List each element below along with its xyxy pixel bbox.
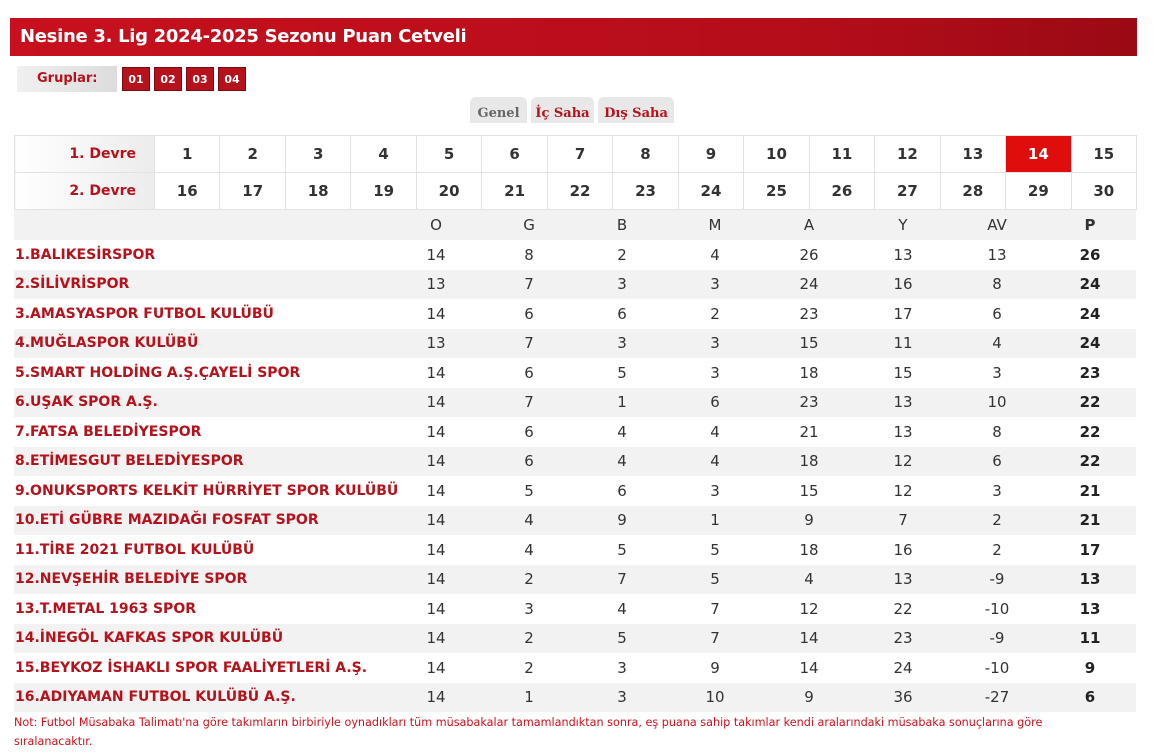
team-name-link[interactable]: 10.ETİ GÜBRE MAZIDAĞI FOSFAT SPOR: [14, 506, 390, 536]
stat-b: 6: [617, 304, 627, 323]
table-row: [14, 476, 1136, 506]
stat-p: 21: [1044, 506, 1136, 536]
stat-b: 5: [576, 624, 668, 654]
stat-m: 7: [668, 624, 762, 654]
first-half-row: [15, 136, 1137, 173]
stat-p: 22: [1079, 422, 1101, 441]
stat-y: 17: [893, 304, 913, 323]
column-header-g: G: [482, 210, 576, 240]
stat-av: 4: [950, 329, 1044, 359]
stat-a: 15: [762, 329, 856, 359]
team-name-link[interactable]: 6.UŞAK SPOR A.Ş.: [14, 388, 390, 418]
stat-o: 14: [426, 422, 446, 441]
stat-g: 8: [524, 245, 534, 264]
column-header-av: AV: [950, 210, 1044, 240]
stat-b: 4: [617, 599, 627, 618]
stat-p: 21: [1079, 481, 1101, 500]
table-header-row: [14, 210, 1136, 240]
group-button-01[interactable]: 01: [122, 67, 150, 91]
stat-g: 2: [482, 624, 576, 654]
stat-o: 14: [426, 245, 446, 264]
stat-g: 6: [482, 447, 576, 477]
stat-y: 13: [893, 245, 913, 264]
stat-g: 1: [482, 683, 576, 713]
stat-p: 11: [1044, 624, 1136, 654]
stat-y: 16: [856, 270, 950, 300]
tab-dis-saha[interactable]: Dış Saha: [598, 97, 674, 123]
stat-o: 14: [426, 658, 446, 677]
week-cell[interactable]: 14: [1006, 136, 1071, 173]
week-cell[interactable]: 5: [416, 136, 481, 173]
stat-g: 4: [482, 506, 576, 536]
table-row: [14, 594, 1136, 624]
week-cell[interactable]: 17: [220, 173, 285, 210]
stat-a: 4: [762, 565, 856, 595]
week-cell[interactable]: 26: [809, 173, 874, 210]
stat-b: 5: [617, 540, 627, 559]
table-row: [14, 299, 1136, 329]
table-row: [14, 653, 1136, 683]
team-column-header: [14, 210, 390, 240]
stat-m: 3: [668, 329, 762, 359]
stat-av: 2: [950, 506, 1044, 536]
team-name-link[interactable]: 15.BEYKOZ İSHAKLI SPOR FAALİYETLERİ A.Ş.: [15, 659, 368, 676]
stat-m: 4: [710, 422, 720, 441]
stat-g: 7: [482, 388, 576, 418]
stat-b: 3: [576, 270, 668, 300]
week-cell[interactable]: 16: [155, 173, 220, 210]
stat-p: 17: [1079, 540, 1101, 559]
stat-p: 23: [1079, 363, 1101, 382]
stat-g: 7: [482, 270, 576, 300]
stat-g: 4: [524, 540, 534, 559]
week-cell[interactable]: 23: [613, 173, 678, 210]
group-button-03[interactable]: 03: [186, 67, 214, 91]
stat-av: -9: [950, 565, 1044, 595]
stat-m: 4: [668, 447, 762, 477]
stat-p: 24: [1044, 270, 1136, 300]
stat-o: 14: [390, 565, 482, 595]
stat-o: 14: [426, 599, 446, 618]
stat-b: 3: [617, 658, 627, 677]
stat-av: 6: [992, 304, 1002, 323]
week-cell[interactable]: 22: [547, 173, 612, 210]
stat-y: 24: [893, 658, 913, 677]
week-cell[interactable]: 18: [285, 173, 350, 210]
stat-a: 18: [799, 363, 819, 382]
column-header-y: Y: [856, 210, 950, 240]
stat-m: 4: [710, 245, 720, 264]
stat-av: 13: [987, 245, 1007, 264]
stat-y: 13: [893, 422, 913, 441]
stat-a: 15: [799, 481, 819, 500]
stat-a: 23: [762, 388, 856, 418]
stat-b: 1: [576, 388, 668, 418]
stat-av: 3: [992, 363, 1002, 382]
page-title: Nesine 3. Lig 2024-2025 Sezonu Puan Cetveli: [10, 18, 1137, 56]
week-cell[interactable]: 2: [220, 136, 285, 173]
stat-g: 2: [524, 658, 534, 677]
stat-o: 14: [426, 540, 446, 559]
stat-av: 2: [992, 540, 1002, 559]
stat-av: 8: [950, 270, 1044, 300]
stat-o: 14: [390, 506, 482, 536]
stat-a: 14: [799, 658, 819, 677]
table-row: [14, 565, 1136, 595]
second-half-label: 2. Devre: [15, 173, 155, 210]
table-row: [14, 329, 1136, 359]
stat-m: 1: [668, 506, 762, 536]
column-header-a: A: [762, 210, 856, 240]
stat-y: 15: [893, 363, 913, 382]
table-row: [14, 447, 1136, 477]
stat-g: 3: [524, 599, 534, 618]
team-name-link[interactable]: 2.SİLİVRİSPOR: [14, 270, 390, 300]
team-name-link[interactable]: 7.FATSA BELEDİYESPOR: [15, 423, 202, 440]
stat-b: 4: [617, 422, 627, 441]
footnote: Not: Futbol Müsabaka Talimatı'na göre takımların birbiriyle oynadıkları tüm müsabakalar tamamlandıktan sonra, eş puana sahip takımlar kendi aralarındaki müsabaka sonuçlarına göre sıralanacaktır.: [14, 716, 1043, 748]
stat-p: 13: [1079, 599, 1101, 618]
table-row: [14, 358, 1136, 388]
stat-y: 23: [856, 624, 950, 654]
table-row: [14, 624, 1136, 654]
stat-p: 22: [1044, 388, 1136, 418]
stat-a: 14: [762, 624, 856, 654]
table-row: [14, 388, 1136, 418]
stat-p: 26: [1079, 245, 1101, 264]
week-selector: [14, 135, 1137, 210]
table-row: [14, 535, 1136, 565]
stat-a: 26: [799, 245, 819, 264]
column-header-p: P: [1044, 210, 1136, 240]
stat-y: 7: [856, 506, 950, 536]
stat-a: 23: [799, 304, 819, 323]
groups-label: Gruplar:: [17, 66, 117, 92]
stat-y: 36: [856, 683, 950, 713]
stat-b: 2: [617, 245, 627, 264]
table-row: [14, 506, 1136, 536]
stat-a: 18: [799, 540, 819, 559]
stat-av: 10: [950, 388, 1044, 418]
week-cell[interactable]: 20: [416, 173, 481, 210]
stat-p: 6: [1044, 683, 1136, 713]
stat-av: -10: [984, 599, 1010, 618]
week-cell[interactable]: 1: [155, 136, 220, 173]
week-cell[interactable]: 12: [875, 136, 940, 173]
team-name-link[interactable]: 11.TİRE 2021 FUTBOL KULÜBÜ: [15, 541, 255, 558]
stat-o: 14: [390, 683, 482, 713]
table-row: [14, 270, 1136, 300]
stat-b: 5: [617, 363, 627, 382]
table-row: [14, 683, 1136, 713]
stat-av: 8: [992, 422, 1002, 441]
stat-m: 3: [710, 481, 720, 500]
stat-av: -10: [984, 658, 1010, 677]
second-half-row: [15, 173, 1137, 210]
stat-av: -27: [950, 683, 1044, 713]
stat-y: 12: [893, 481, 913, 500]
stat-g: 5: [524, 481, 534, 500]
stat-m: 5: [668, 565, 762, 595]
stat-o: 13: [390, 329, 482, 359]
stat-a: 9: [762, 683, 856, 713]
team-name-link[interactable]: 13.T.METAL 1963 SPOR: [15, 600, 196, 617]
team-name-link[interactable]: 8.ETİMESGUT BELEDİYESPOR: [14, 447, 390, 477]
stat-y: 22: [893, 599, 913, 618]
stat-p: 13: [1044, 565, 1136, 595]
stat-o: 14: [390, 388, 482, 418]
stat-m: 2: [710, 304, 720, 323]
week-cell[interactable]: 8: [613, 136, 678, 173]
stat-p: 9: [1084, 658, 1096, 677]
week-cell[interactable]: 13: [940, 136, 1005, 173]
stat-g: 6: [524, 304, 534, 323]
group-button-04[interactable]: 04: [218, 67, 246, 91]
team-name-link[interactable]: 16.ADIYAMAN FUTBOL KULÜBÜ A.Ş.: [14, 683, 390, 713]
stat-p: 24: [1079, 304, 1101, 323]
stat-b: 3: [576, 329, 668, 359]
week-cell[interactable]: 10: [744, 136, 809, 173]
stat-m: 10: [668, 683, 762, 713]
stat-o: 14: [426, 304, 446, 323]
week-cell[interactable]: 4: [351, 136, 416, 173]
stat-m: 3: [710, 363, 720, 382]
stat-b: 7: [576, 565, 668, 595]
week-cell[interactable]: 21: [482, 173, 547, 210]
week-cell[interactable]: 24: [678, 173, 743, 210]
group-button-02[interactable]: 02: [154, 67, 182, 91]
stat-y: 16: [893, 540, 913, 559]
column-header-m: M: [668, 210, 762, 240]
stat-b: 9: [576, 506, 668, 536]
stat-m: 6: [668, 388, 762, 418]
table-row: [14, 240, 1136, 270]
week-cell[interactable]: 30: [1071, 173, 1136, 210]
stat-o: 14: [426, 363, 446, 382]
stat-o: 14: [426, 481, 446, 500]
week-cell[interactable]: 27: [875, 173, 940, 210]
week-cell[interactable]: 29: [1006, 173, 1071, 210]
stat-o: 13: [390, 270, 482, 300]
stat-o: 14: [390, 447, 482, 477]
stat-y: 12: [856, 447, 950, 477]
stat-b: 6: [617, 481, 627, 500]
stat-g: 7: [482, 329, 576, 359]
stat-b: 3: [576, 683, 668, 713]
week-cell[interactable]: 28: [940, 173, 1005, 210]
stat-g: 6: [524, 422, 534, 441]
week-cell[interactable]: 7: [547, 136, 612, 173]
team-name-link[interactable]: 4.MUĞLASPOR KULÜBÜ: [14, 329, 390, 359]
stat-m: 9: [710, 658, 720, 677]
stat-av: 6: [950, 447, 1044, 477]
team-name-link[interactable]: 14.İNEGÖL KAFKAS SPOR KULÜBÜ: [14, 624, 390, 654]
first-half-label: 1. Devre: [15, 136, 155, 173]
stat-p: 24: [1044, 329, 1136, 359]
team-name-link[interactable]: 9.ONUKSPORTS KELKİT HÜRRİYET SPOR KULÜBÜ: [15, 482, 399, 499]
standings-table: [14, 210, 1136, 712]
team-name-link[interactable]: 12.NEVŞEHİR BELEDİYE SPOR: [14, 565, 390, 595]
stat-m: 7: [710, 599, 720, 618]
stat-a: 21: [799, 422, 819, 441]
team-name-link[interactable]: 3.AMASYASPOR FUTBOL KULÜBÜ: [15, 305, 274, 322]
stat-a: 24: [762, 270, 856, 300]
stat-a: 18: [762, 447, 856, 477]
stat-av: 3: [992, 481, 1002, 500]
stat-m: 5: [710, 540, 720, 559]
stat-g: 2: [482, 565, 576, 595]
team-name-link[interactable]: 5.SMART HOLDİNG A.Ş.ÇAYELİ SPOR: [15, 364, 301, 381]
stat-b: 4: [576, 447, 668, 477]
stat-m: 3: [668, 270, 762, 300]
stat-a: 12: [799, 599, 819, 618]
column-header-b: B: [576, 210, 668, 240]
week-cell[interactable]: 11: [809, 136, 874, 173]
week-cell[interactable]: 25: [744, 173, 809, 210]
team-name-link[interactable]: 1.BALIKESİRSPOR: [15, 246, 156, 263]
stat-y: 13: [856, 565, 950, 595]
stat-a: 9: [762, 506, 856, 536]
tab-genel[interactable]: Genel: [470, 97, 527, 123]
week-cell[interactable]: 6: [482, 136, 547, 173]
week-cell[interactable]: 15: [1071, 136, 1136, 173]
tab-ic-saha[interactable]: İç Saha: [531, 97, 594, 123]
table-row: [14, 417, 1136, 447]
stat-y: 11: [856, 329, 950, 359]
stat-y: 13: [856, 388, 950, 418]
week-cell[interactable]: 9: [678, 136, 743, 173]
stat-p: 22: [1044, 447, 1136, 477]
week-cell[interactable]: 19: [351, 173, 416, 210]
stat-av: -9: [950, 624, 1044, 654]
stat-o: 14: [390, 624, 482, 654]
week-cell[interactable]: 3: [285, 136, 350, 173]
stat-g: 6: [524, 363, 534, 382]
column-header-o: O: [390, 210, 482, 240]
